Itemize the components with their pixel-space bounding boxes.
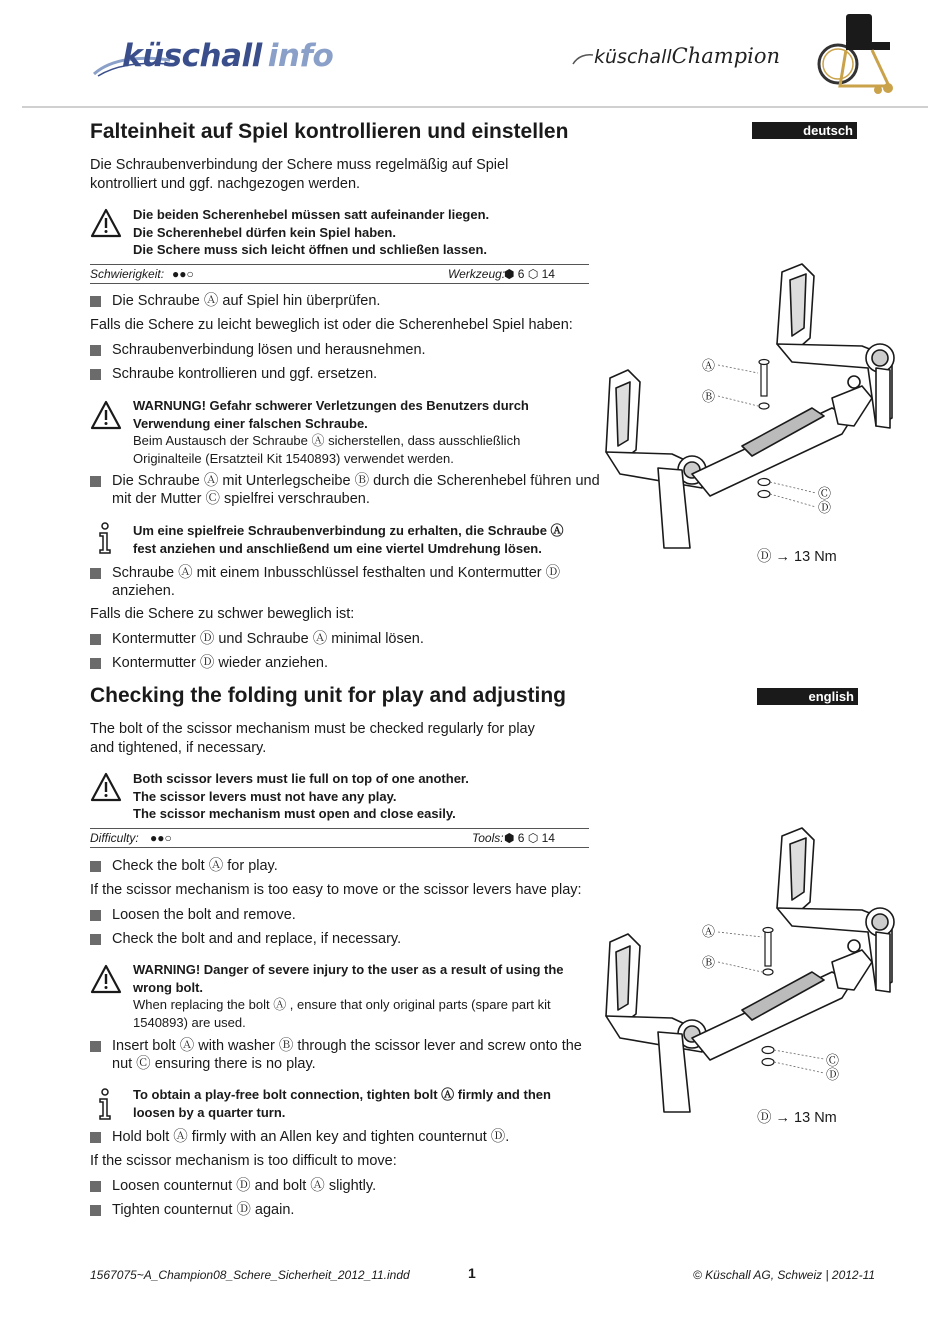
callout-a: Ⓐ bbox=[702, 359, 716, 374]
list-line: Die Schraube Ⓐ mit Unterlegscheibe Ⓑ durch die Scherenhebel führen und bbox=[112, 473, 600, 489]
paragraph: Falls die Schere zu schwer beweglich ist: bbox=[90, 606, 355, 622]
warning-line: The scissor mechanism must open and close easily. bbox=[133, 806, 456, 821]
warning-icon bbox=[90, 400, 122, 430]
info-line: To obtain a play-free bolt connection, tighten bolt Ⓐ firmly and then bbox=[133, 1087, 551, 1102]
footer-copyright: © Küschall AG, Schweiz | 2012-11 bbox=[693, 1268, 876, 1282]
callout-d: Ⓓ bbox=[826, 1068, 840, 1083]
info-icon bbox=[96, 522, 114, 554]
bullet-square bbox=[90, 934, 101, 945]
warning-line: Originalteile (Ersatzteil Kit 1540893) verwendet werden. bbox=[133, 450, 454, 466]
bullet-square bbox=[90, 345, 101, 356]
warning-line: wrong bolt. bbox=[133, 979, 204, 995]
paragraph: If the scissor mechanism is too difficult to move: bbox=[90, 1153, 397, 1169]
tools-label: Tools: bbox=[472, 831, 504, 845]
wheelchair-icon bbox=[816, 6, 902, 98]
warning-line: Die Schere muss sich leicht öffnen und schließen lassen. bbox=[133, 242, 487, 257]
warning-icon bbox=[90, 964, 122, 994]
folding-unit-diagram-de bbox=[592, 258, 902, 558]
intro-paragraph-en bbox=[90, 720, 535, 758]
logo-right-model: Champion bbox=[671, 44, 780, 68]
info-line: Um eine spielfreie Schraubenverbindung zu erhalten, die Schraube Ⓐ bbox=[133, 523, 564, 538]
warning-line: WARNUNG! Gefahr schwerer Verletzungen des Benutzers durch bbox=[133, 398, 529, 413]
list-line: Schraube Ⓐ mit einem Inbusschlüssel festhalten und Kontermutter Ⓓ bbox=[112, 565, 561, 581]
folding-unit-diagram-en bbox=[592, 822, 902, 1122]
bullet-square bbox=[90, 861, 101, 872]
bullet-square bbox=[90, 568, 101, 579]
difficulty-label: Difficulty: bbox=[90, 831, 139, 845]
header-divider bbox=[22, 106, 928, 108]
list-line: mit der Mutter Ⓒ spielfrei verschrauben. bbox=[112, 491, 370, 507]
warning-line: The scissor levers must not have any play. bbox=[133, 788, 397, 804]
warning-line: When replacing the bolt Ⓐ , ensure that only original parts (spare part kit bbox=[133, 997, 551, 1012]
callout-c: Ⓒ bbox=[818, 487, 832, 502]
difficulty-rating: ●●○ bbox=[150, 831, 172, 845]
warning-icon bbox=[90, 208, 122, 238]
torque-spec-de: Ⓓ → 13 Nm bbox=[757, 549, 837, 565]
info-line: fest anziehen und anschließend um eine viertel Umdrehung lösen. bbox=[133, 540, 542, 556]
callout-b: Ⓑ bbox=[702, 956, 716, 971]
logo-brand-text: küschall bbox=[122, 38, 262, 74]
warning-line: Die beiden Scherenhebel müssen satt aufeinander liegen. bbox=[133, 207, 490, 222]
list-line: nut Ⓒ ensuring there is no play. bbox=[112, 1056, 316, 1072]
warning-text-en-2 bbox=[133, 961, 564, 1031]
bullet-square bbox=[90, 1041, 101, 1052]
warning-text-de bbox=[133, 206, 489, 259]
intro-line: and tightened, if necessary. bbox=[90, 740, 267, 756]
bullet-square bbox=[90, 1205, 101, 1216]
logo-info-text: info bbox=[267, 38, 334, 74]
intro-line: Die Schraubenverbindung der Schere muss regelmäßig auf Spiel bbox=[90, 157, 509, 173]
list-line: Insert bolt Ⓐ with washer Ⓑ through the scissor lever and screw onto the bbox=[112, 1038, 582, 1054]
difficulty-rating: ●●○ bbox=[172, 267, 194, 281]
page-number: 1 bbox=[468, 1265, 476, 1281]
info-text-de bbox=[133, 522, 564, 557]
bullet-square bbox=[90, 658, 101, 669]
warning-line: Verwendung einer falschen Schraube. bbox=[133, 415, 368, 431]
info-line: loosen by a quarter turn. bbox=[133, 1104, 286, 1120]
kuschall-champion-logo bbox=[572, 44, 780, 68]
bullet-square bbox=[90, 369, 101, 380]
torque-spec-en: Ⓓ → 13 Nm bbox=[757, 1110, 837, 1126]
warning-text-en bbox=[133, 770, 469, 823]
warning-line: 1540893) are used. bbox=[133, 1014, 246, 1030]
bullet-square bbox=[90, 296, 101, 307]
language-label-de: deutsch bbox=[752, 122, 857, 139]
warning-text-de-2 bbox=[133, 397, 529, 467]
intro-line: The bolt of the scissor mechanism must be checked regularly for play bbox=[90, 721, 535, 737]
intro-paragraph-de bbox=[90, 156, 508, 194]
language-label-en: english bbox=[757, 688, 858, 705]
bullet-square bbox=[90, 910, 101, 921]
footer-filename: 1567075~A_Champion08_Schere_Sicherheit_2012_11.indd bbox=[90, 1268, 410, 1282]
paragraph: Falls die Schere zu leicht beweglich ist oder die Scherenhebel Spiel haben: bbox=[90, 317, 573, 333]
difficulty-tools-bar-de bbox=[90, 264, 589, 284]
warning-line: Beim Austausch der Schraube Ⓐ sicherstellen, dass ausschließlich bbox=[133, 433, 521, 448]
callout-b: Ⓑ bbox=[702, 390, 716, 405]
warning-line: WARNING! Danger of severe injury to the user as a result of using the bbox=[133, 962, 564, 977]
logo-right-brand: küschall bbox=[594, 46, 672, 68]
warning-line: Die Scherenhebel dürfen kein Spiel haben. bbox=[133, 224, 396, 240]
bullet-square bbox=[90, 1132, 101, 1143]
info-text-en bbox=[133, 1086, 551, 1121]
logo-swoosh-small-icon bbox=[572, 52, 594, 66]
section-title-de: Falteinheit auf Spiel kontrollieren und einstellen bbox=[90, 120, 569, 143]
list-line: anziehen. bbox=[112, 583, 175, 599]
tools-label: Werkzeug: bbox=[448, 267, 506, 281]
warning-line: Both scissor levers must lie full on top of one another. bbox=[133, 771, 469, 786]
bullet-square bbox=[90, 476, 101, 487]
bullet-square bbox=[90, 1181, 101, 1192]
bullet-square bbox=[90, 634, 101, 645]
intro-line: kontrolliert und ggf. nachgezogen werden. bbox=[90, 176, 361, 192]
callout-d: Ⓓ bbox=[818, 501, 832, 516]
warning-icon bbox=[90, 772, 122, 802]
difficulty-tools-bar-en bbox=[90, 828, 589, 848]
kuschall-info-logo bbox=[92, 40, 332, 84]
difficulty-label: Schwierigkeit: bbox=[90, 267, 165, 281]
info-icon bbox=[96, 1088, 114, 1120]
tools-value: ⬢ 6 ⬡ 14 bbox=[504, 267, 555, 281]
tools-value: ⬢ 6 ⬡ 14 bbox=[504, 831, 555, 845]
paragraph: If the scissor mechanism is too easy to move or the scissor levers have play: bbox=[90, 882, 582, 898]
section-title-en: Checking the folding unit for play and adjusting bbox=[90, 684, 566, 707]
callout-c: Ⓒ bbox=[826, 1054, 840, 1069]
callout-a: Ⓐ bbox=[702, 925, 716, 940]
